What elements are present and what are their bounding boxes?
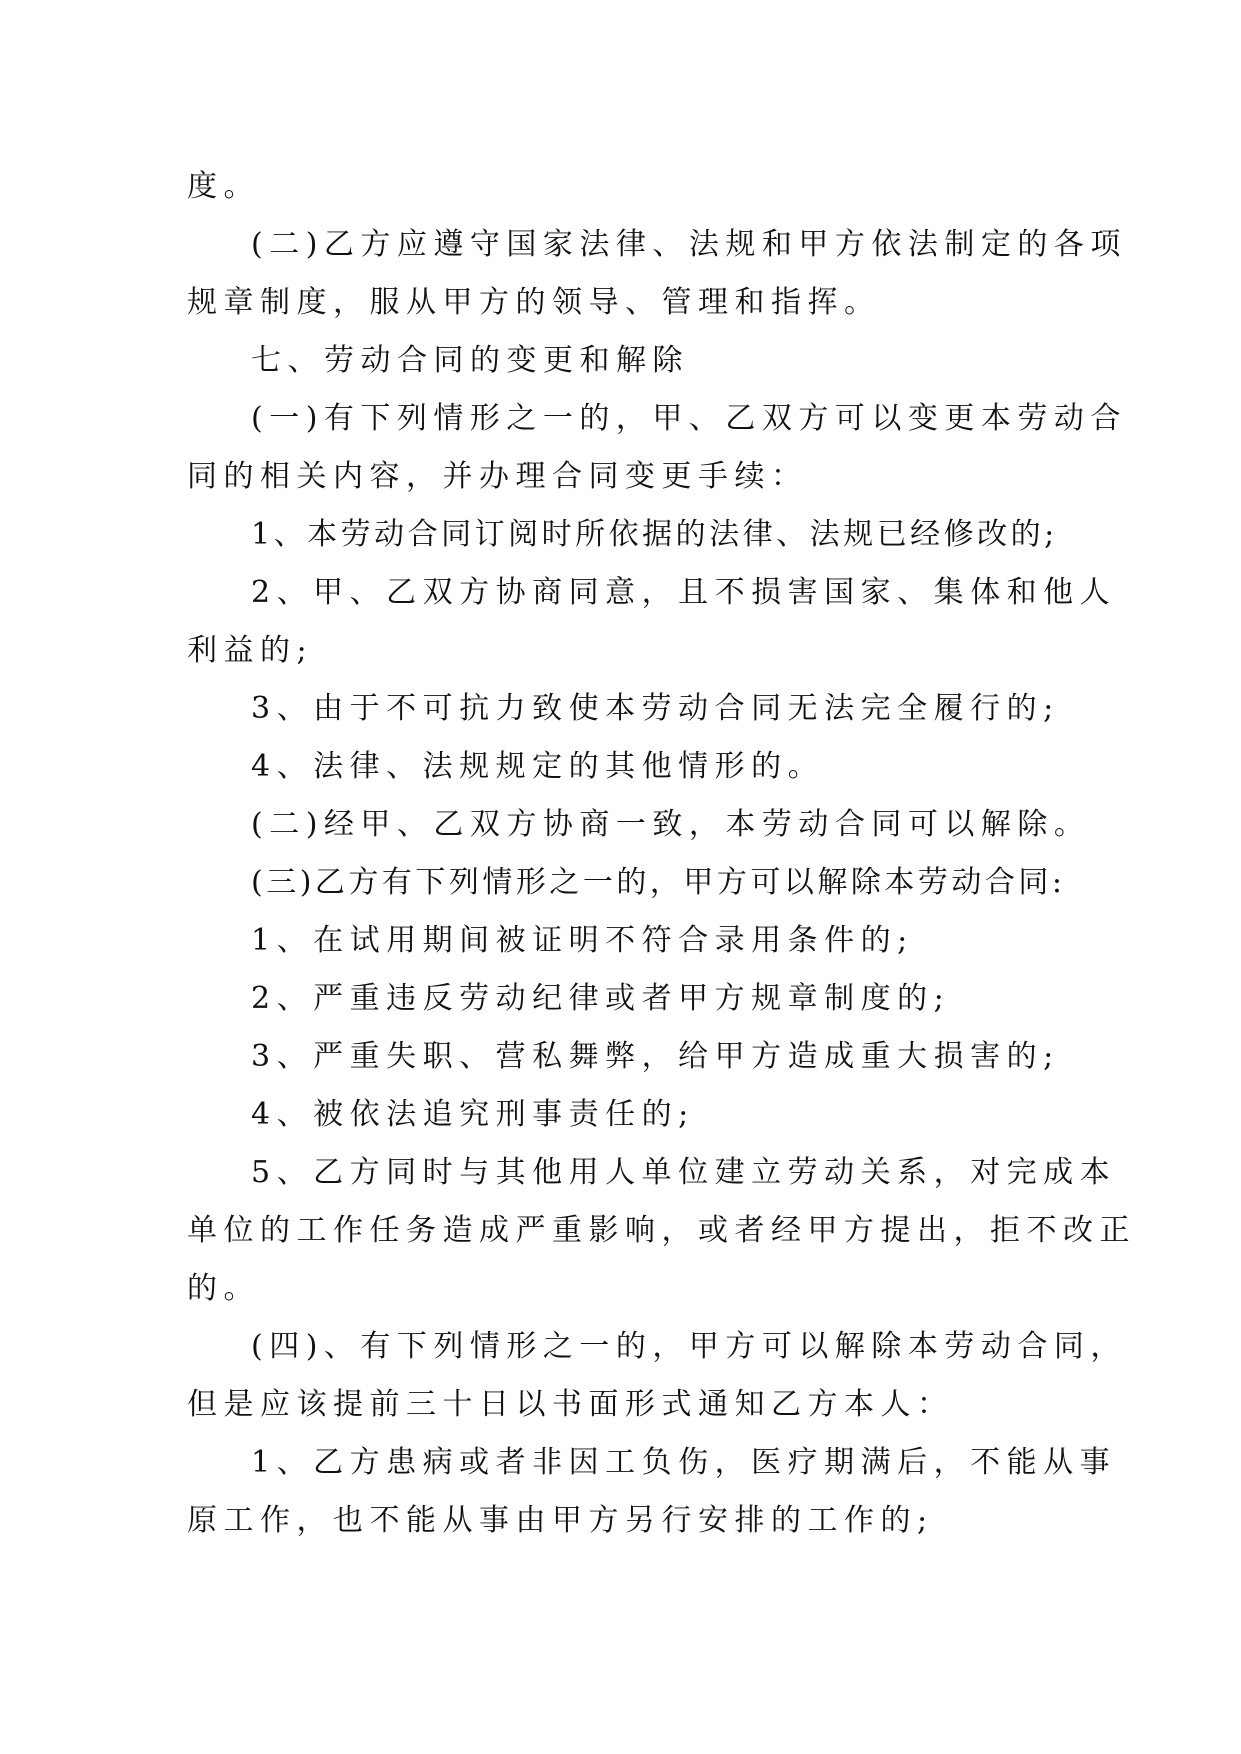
text-line: 单位的工作任务造成严重影响，或者经甲方提出，拒不改正: [187, 1213, 1136, 1248]
document-body: [187, 158, 1136, 1550]
text-line: 同的相关内容，并办理合同变更手续：: [187, 459, 808, 494]
text-line: 度。: [187, 169, 260, 204]
text-line: 但是应该提前三十日以书面形式通知乙方本人：: [187, 1387, 954, 1422]
clause-line: (一)有下列情形之一的，甲、乙双方可以变更本劳动合: [251, 401, 1127, 436]
list-item: 1、在试用期间被证明不符合录用条件的;: [251, 923, 914, 958]
clause-line: (二)经甲、乙双方协商一致，本劳动合同可以解除。: [251, 807, 1091, 842]
text-line: 的。: [187, 1271, 260, 1306]
clause-line: (四)、有下列情形之一的，甲方可以解除本劳动合同，: [251, 1329, 1127, 1364]
list-item: 1、乙方患病或者非因工负伤，医疗期满后，不能从事: [251, 1445, 1117, 1480]
clause-line: (三)乙方有下列情形之一的，甲方可以解除本劳动合同:: [251, 865, 1066, 900]
list-item: 4、法律、法规规定的其他情形的。: [251, 749, 825, 784]
list-item: 4、被依法追究刑事责任的;: [251, 1097, 695, 1132]
list-item: 5、乙方同时与其他用人单位建立劳动关系，对完成本: [251, 1155, 1117, 1190]
text-line: 利益的;: [187, 633, 314, 668]
list-item: 3、由于不可抗力致使本劳动合同无法完全履行的;: [251, 691, 1060, 726]
list-item: 1、本劳动合同订阅时所依据的法律、法规已经修改的;: [251, 517, 1058, 552]
list-item: 3、严重失职、营私舞弊，给甲方造成重大损害的;: [251, 1039, 1060, 1074]
text-line: 规章制度，服从甲方的领导、管理和指挥。: [187, 285, 881, 320]
list-item: 2、严重违反劳动纪律或者甲方规章制度的;: [251, 981, 951, 1016]
text-line: 原工作，也不能从事由甲方另行安排的工作的;: [187, 1503, 934, 1538]
list-item: 2、甲、乙双方协商同意，且不损害国家、集体和他人: [251, 575, 1117, 610]
section-heading: 七、劳动合同的变更和解除: [251, 343, 689, 378]
clause-line: (二)乙方应遵守国家法律、法规和甲方依法制定的各项: [251, 227, 1127, 262]
